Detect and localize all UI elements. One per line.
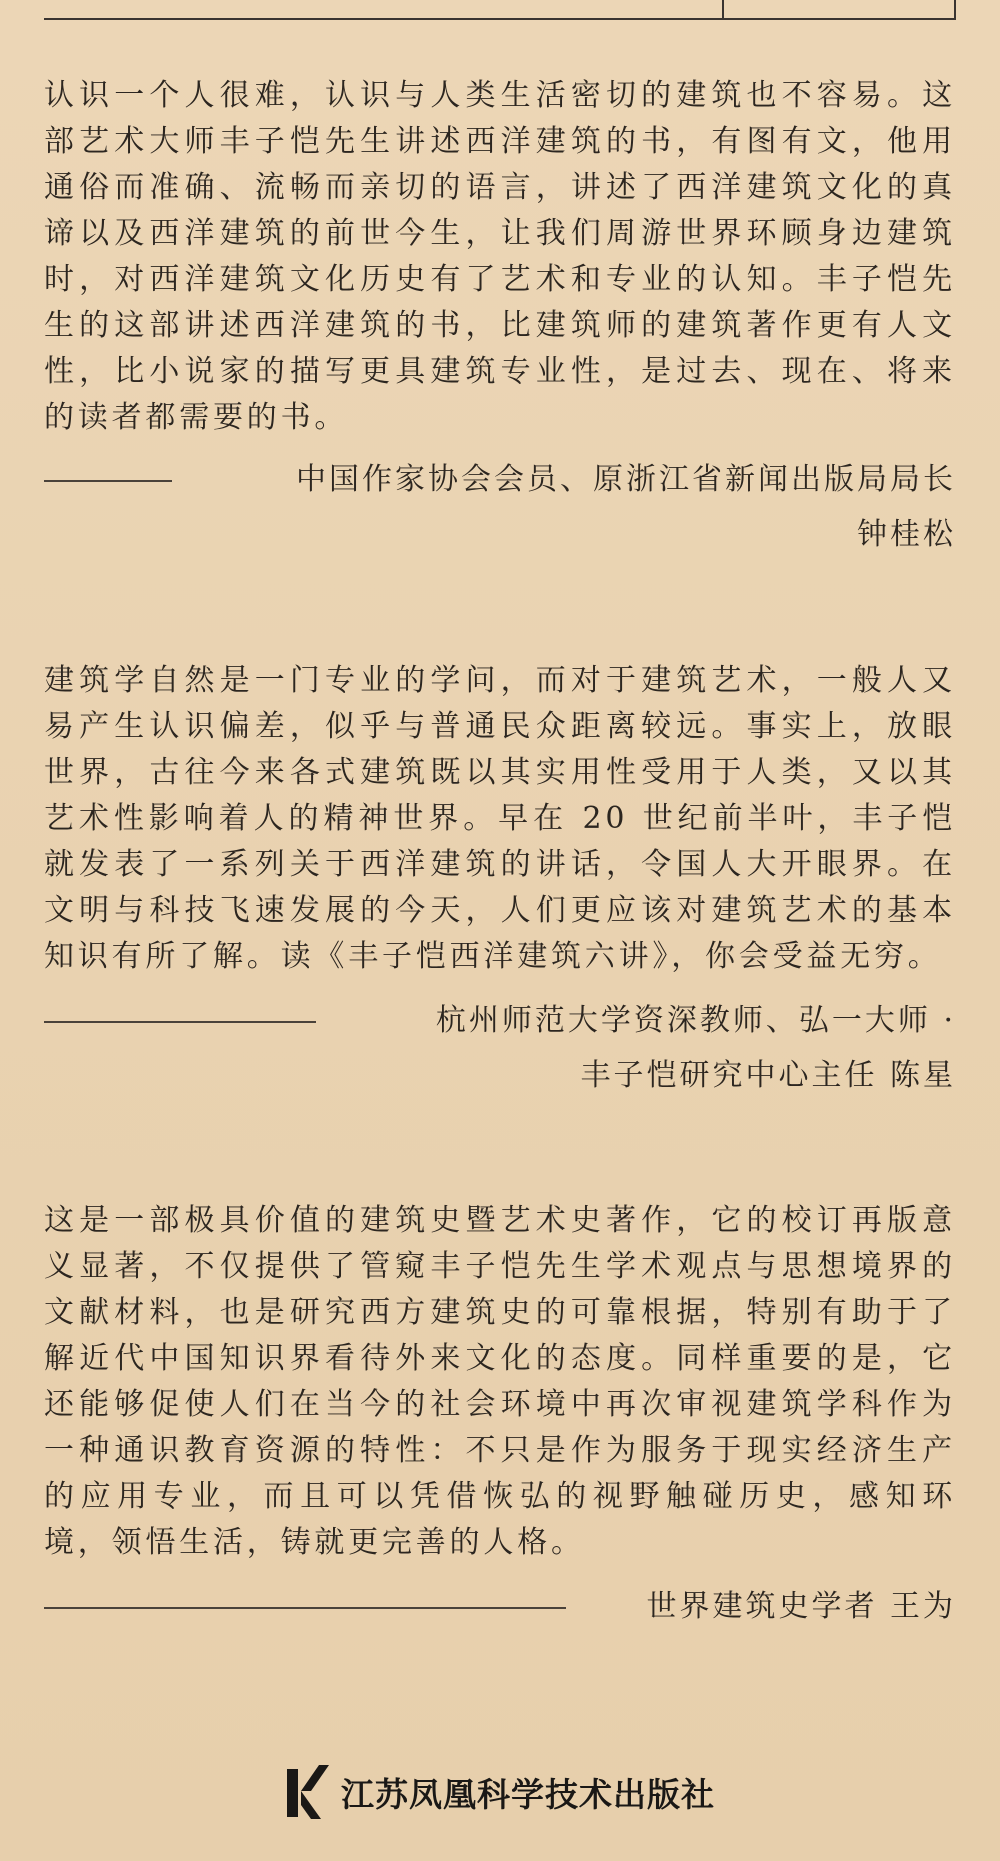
top-tab	[722, 0, 956, 18]
attribution-rule	[44, 1607, 566, 1609]
attribution-line	[44, 457, 956, 503]
top-rule	[44, 18, 956, 20]
publisher-footer	[0, 1752, 1000, 1832]
attribution-name: 钟桂松	[857, 517, 956, 552]
quote-text: 这是一部极具价值的建筑史暨艺术史著作，它的校订再版意义显著，不仅提供了管窥丰子恺先生学术观点与思想境界的文献材料，也是研究西方建筑史的可靠根据，特别有助于了解近代中国知识界看待外来文化的态度。同样重要的是，它还能够促使人们在当今的社会环境中再次审视建筑学科作为一种通识教育资源的特性：不只是作为服务于现实经济生产的应用专业，而且可以凭借恢弘的视野触碰历史，感知环境，领悟生活，铸就更完善的人格。	[44, 1203, 956, 1560]
quote-block-1	[44, 73, 956, 558]
quote-text: 建筑学自然是一门专业的学问，而对于建筑艺术，一般人又易产生认识偏差，似乎与普通民众距离较远。事实上，放眼世界，古往今来各式建筑既以其实用性受用于人类，又以其艺术性影响着人的精神世界。早在 20 世纪前半叶，丰子恺就发表了一系列关于西洋建筑的讲话，令国人大开眼界。在文明与科技飞速发展的今天，人们更应该对建筑艺术的基本知识有所了解。读《丰子恺西洋建筑六讲》，你会受益无穷。	[44, 663, 956, 974]
quote-text: 认识一个人很难，认识与人类生活密切的建筑也不容易。这部艺术大师丰子恺先生讲述西洋建筑的书，有图有文，他用通俗而准确、流畅而亲切的语言，讲述了西洋建筑文化的真谛以及西洋建筑的前世今生，让我们周游世界环顾身边建筑时，对西洋建筑文化历史有了艺术和专业的认知。丰子恺先生的这部讲述西洋建筑的书，比建筑师的建筑著作更有人文性，比小说家的描写更具建筑专业性，是过去、现在、将来的读者都需要的书。	[44, 78, 956, 435]
quote-block-2	[44, 658, 956, 1099]
attribution-rule	[44, 1021, 316, 1023]
attribution-title: 杭州师范大学资深教师、弘一大师 ·	[435, 1003, 956, 1038]
publisher-name: 江苏凤凰科学技术出版社	[341, 1774, 715, 1814]
publisher-logo-icon	[285, 1761, 329, 1823]
attribution-line	[44, 998, 956, 1044]
attribution-title: 中国作家协会会员、原浙江省新闻出版局局长	[296, 462, 956, 497]
attribution-rule	[44, 480, 172, 482]
quote-block-3	[44, 1198, 956, 1630]
attribution-title: 世界建筑史学者 王为	[646, 1589, 956, 1624]
attribution-name: 丰子恺研究中心主任 陈星	[580, 1058, 956, 1093]
attribution-line	[44, 1584, 956, 1630]
